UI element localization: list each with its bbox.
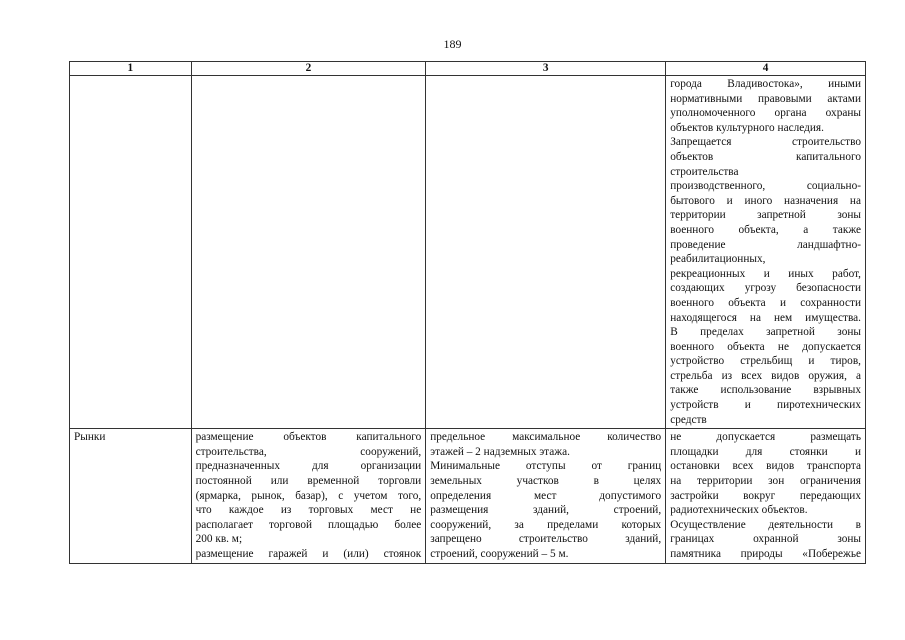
- text-line: постоянной или временной торговли: [195, 475, 422, 488]
- table-row-markets: [70, 429, 866, 563]
- text-line: размещение объектов капитального: [195, 431, 422, 444]
- cell-cont-col4: [666, 76, 866, 429]
- text-line: устройств и пиротехнических: [670, 399, 861, 412]
- text-line: средств: [670, 413, 707, 426]
- text-line: размещения зданий, строений,: [430, 504, 662, 517]
- text-line: определения мест допустимого: [430, 489, 662, 502]
- column-header-3: 3: [426, 62, 666, 76]
- text-line: запрещено строительство зданий,: [430, 533, 662, 546]
- text-line: территории запретной зоны: [670, 209, 861, 222]
- text-line: что каждое из торговых мест не: [195, 504, 422, 517]
- text-line: памятника природы «Побережье: [670, 548, 861, 560]
- cell-restrictions: [666, 429, 866, 563]
- text-line: военного объекта не допускается: [670, 340, 861, 353]
- text-line: на территории зон ограничения: [670, 475, 861, 488]
- text-line: не допускается размещать: [670, 431, 861, 444]
- text-line: 200 кв. м;: [195, 533, 243, 546]
- zoning-table: [69, 61, 866, 564]
- text-line: также использование взрывных: [670, 384, 861, 397]
- column-header-2: 2: [191, 62, 426, 76]
- text-line: этажей – 2 надземных этажа.: [430, 445, 570, 458]
- text-line: военного объекта и сохранности: [670, 296, 861, 309]
- text-line: проведение ландшафтно-: [670, 238, 861, 251]
- text-line: бытового и иного назначения на: [670, 194, 861, 207]
- text-line: строительства, сооружений,: [195, 445, 422, 458]
- cell-cont-col2: [191, 76, 426, 429]
- text-line: рекреационных и иных работ,: [670, 267, 861, 280]
- text-line: города Владивостока», иными: [670, 78, 861, 90]
- text-line: В пределах запретной зоны: [670, 326, 861, 339]
- cell-use-name: Рынки: [70, 429, 192, 563]
- text-line: создающих угрозу безопасности: [670, 282, 861, 295]
- text-line: реабилитационных,: [670, 253, 766, 266]
- table-row-continuation: [70, 76, 866, 429]
- cell-parameters: [426, 429, 666, 563]
- column-header-1: 1: [70, 62, 192, 76]
- text-line: производственного, социально-: [670, 180, 861, 193]
- text-line: объектов культурного наследия.: [670, 121, 824, 134]
- text-line: предельное максимальное количество: [430, 431, 662, 444]
- text-line: строительства: [670, 165, 739, 178]
- text-line: нормативными правовыми актами: [670, 92, 861, 105]
- text-line: военного объекта, а также: [670, 223, 861, 236]
- text-line: Осуществление деятельности в: [670, 518, 861, 531]
- page-number: 189: [443, 37, 462, 51]
- text-line: сооружений, за пределами которых: [430, 518, 662, 531]
- text-line: Минимальные отступы от границ: [430, 460, 662, 473]
- text-line: устройство стрельбищ и тиров,: [670, 355, 861, 368]
- text-line: уполномоченного органа охраны: [670, 107, 861, 120]
- text-line: размещение гаражей и (или) стоянок: [195, 548, 422, 560]
- text-line: строений, сооружений – 5 м.: [430, 548, 569, 560]
- text-line: границах охранной зоны: [670, 533, 861, 546]
- cell-cont-col1: [70, 76, 192, 429]
- table-header-row: [70, 62, 866, 76]
- text-line: находящегося на нем имущества.: [670, 311, 861, 324]
- text-line: предназначенных для организации: [195, 460, 422, 473]
- text-line: (ярмарка, рынок, базар), с учетом того,: [195, 489, 422, 502]
- text-line: стрельба из всех видов оружия, а: [670, 369, 861, 382]
- text-line: остановки всех видов транспорта: [670, 460, 861, 473]
- text-line: земельных участков в целях: [430, 475, 662, 488]
- cell-cont-col3: [426, 76, 666, 429]
- text-line: застройки вокруг передающих: [670, 489, 861, 502]
- text-line: площадки для стоянки и: [670, 445, 861, 458]
- text-line: радиотехнических объектов.: [670, 504, 808, 517]
- text-line: Запрещается строительство: [670, 136, 861, 149]
- text-line: располагает торговой площадью более: [195, 518, 422, 531]
- column-header-4: 4: [666, 62, 866, 76]
- cell-use-description: [191, 429, 426, 563]
- text-line: объектов капитального: [670, 150, 861, 163]
